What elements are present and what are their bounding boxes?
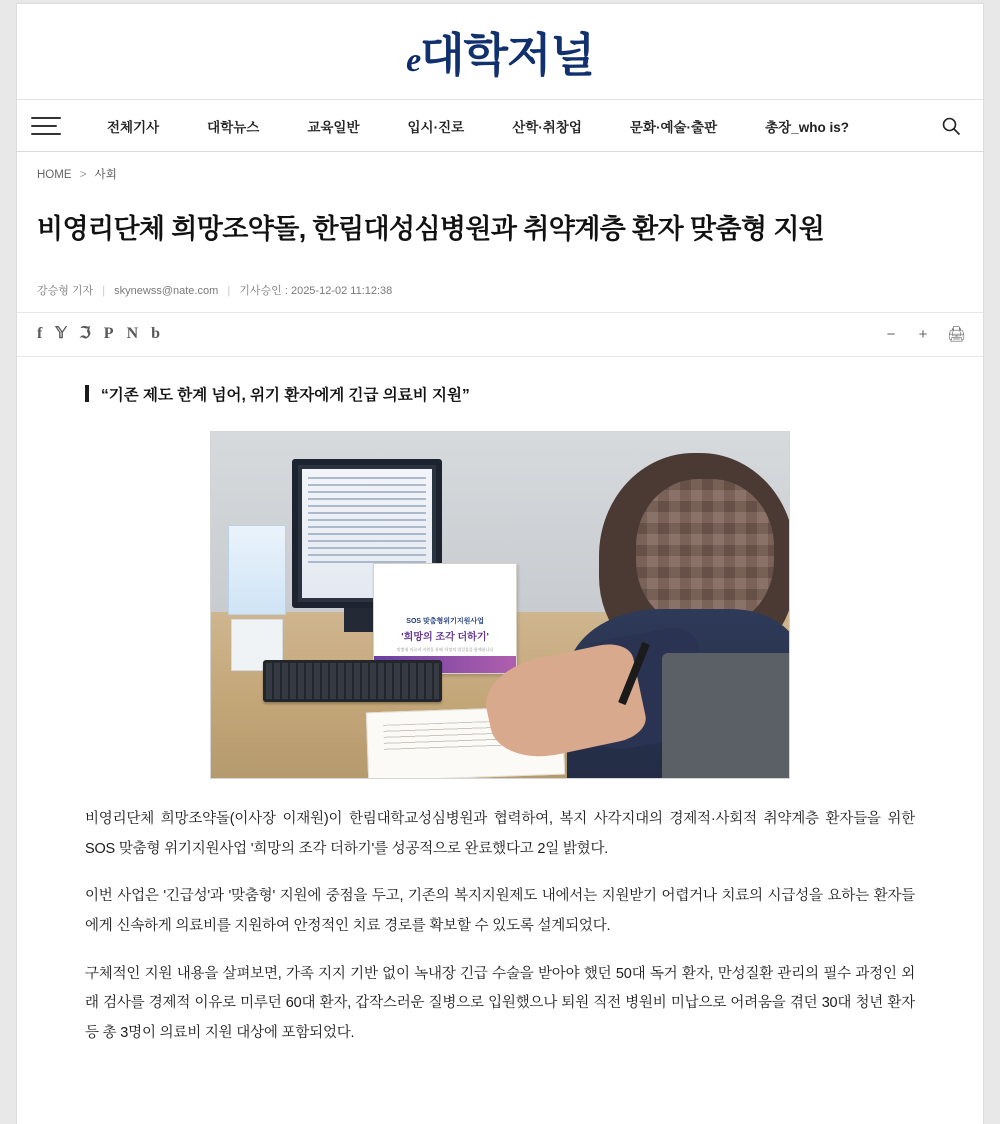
article-photo — [210, 431, 790, 779]
article-body — [17, 357, 983, 1049]
search-icon[interactable] — [941, 116, 961, 136]
article-tools — [883, 325, 967, 343]
pinterest-icon[interactable]: P — [103, 325, 114, 343]
reporter-email[interactable]: skynewss@nate.com — [114, 284, 219, 297]
print-icon[interactable]: 🖨 — [947, 325, 967, 343]
subheadline-bar — [85, 385, 89, 402]
photo-card-line2: '희망의 조각 더하기' — [401, 632, 489, 644]
photo-keyboard — [263, 660, 442, 702]
photo-person-face-blurred — [636, 479, 774, 629]
article-figure — [85, 431, 915, 779]
main-navigation — [17, 100, 983, 152]
article-page — [17, 4, 983, 1124]
reporter-name: 강승형 기자 — [37, 284, 94, 297]
nav-item-education-general[interactable]: 교육일반 — [307, 119, 360, 135]
photo-card-line1: SOS 맞춤형위기지원사업 — [406, 618, 484, 626]
breadcrumb-current[interactable]: 사회 — [94, 169, 117, 181]
site-logo[interactable] — [406, 19, 594, 85]
approval-date: 2025-12-02 11:12:38 — [290, 284, 393, 297]
photo-poster-left — [228, 525, 286, 615]
approval-colon: : — [284, 284, 288, 297]
naver-blog-icon[interactable]: N — [126, 325, 139, 343]
article-paragraph-3: 구체적인 지원 내용을 살펴보면, 가족 지지 기반 없이 녹내장 긴급 수술을 받아야 했던 50대 독거 환자, 만성질환 관리의 필수 과정인 외래 검사를 경제적 이유로 미루던 60대 환자, 갑작스러운 질병으로 입원했으나 퇴원 직전 병원비 미납으로 어려움을 겪던 30대 청년 환자 등 총 3명이 의료비 지원 대상에 포함되었다. — [85, 965, 915, 1042]
breadcrumb-separator: > — [79, 169, 87, 181]
share-toolbar — [17, 313, 983, 357]
logo-name: 대학저널 — [420, 28, 594, 81]
approval-label: 기사승인 — [239, 284, 282, 297]
logo-prefix: e — [406, 41, 420, 79]
site-masthead — [17, 4, 983, 100]
hamburger-icon[interactable] — [31, 117, 61, 135]
nav-item-industry-employment[interactable]: 산학·취창업 — [512, 119, 582, 135]
nav-item-president-whois[interactable]: 총장_who is? — [765, 119, 849, 135]
page-title: 비영리단체 희망조약돌, 한림대성심병원과 취약계층 환자 맞춤형 지원 — [37, 214, 825, 245]
subheadline-text: “기존 제도 한계 넘어, 위기 환자에게 긴급 의료비 지원” — [101, 386, 470, 404]
article-byline — [17, 266, 983, 313]
byline-divider-1: | — [102, 284, 106, 297]
nav-item-culture-art-publishing[interactable]: 문화·예술·출판 — [629, 119, 718, 135]
breadcrumb-home[interactable]: HOME — [37, 169, 72, 181]
band-icon[interactable]: b — [151, 325, 161, 343]
facebook-icon[interactable]: f — [37, 325, 43, 343]
nav-item-all-articles[interactable]: 전체기사 — [107, 119, 160, 135]
photo-screen-content — [308, 477, 426, 567]
share-icon-group — [37, 326, 160, 342]
article-subheadline — [85, 383, 915, 405]
font-decrease-button[interactable]: − — [886, 325, 896, 343]
photo-card-line3: 맞춤형 의료비 지원을 통해 '희망의 발걸음을 함께합니다 — [396, 647, 494, 653]
nav-item-university-news[interactable]: 대학뉴스 — [207, 119, 260, 135]
font-increase-button[interactable]: + — [918, 325, 928, 343]
photo-chair — [662, 653, 789, 778]
kakaostory-icon[interactable]: ℑ — [79, 325, 91, 343]
twitter-icon[interactable]: 𝕐 — [55, 325, 67, 343]
article-paragraph-1: 비영리단체 희망조약돌(이사장 이재원)이 한림대학교성심병원과 협력하여, 복지 사각지대의 경제적·사회적 취약계층 환자들을 위한 SOS 맞춤형 위기지원사업 '희망의 조각 더하기'를 성공적으로 완료했다고 2일 밝혔다. — [85, 810, 915, 857]
article-paragraph-2: 이번 사업은 '긴급성'과 '맞춤형' 지원에 중점을 두고, 기존의 복지지원제도 내에서는 지원받기 어렵거나 치료의 시급성을 요하는 환자들에게 신속하게 의료비를 지원하여 안정적인 치료 경로를 확보할 수 있도록 설계되었다. — [85, 888, 915, 934]
photo-info-card — [373, 563, 518, 674]
nav-item-admission-career[interactable]: 입시·진로 — [407, 119, 465, 135]
byline-divider-2: | — [227, 284, 231, 297]
nav-item-list — [83, 116, 873, 136]
breadcrumb — [17, 152, 983, 192]
